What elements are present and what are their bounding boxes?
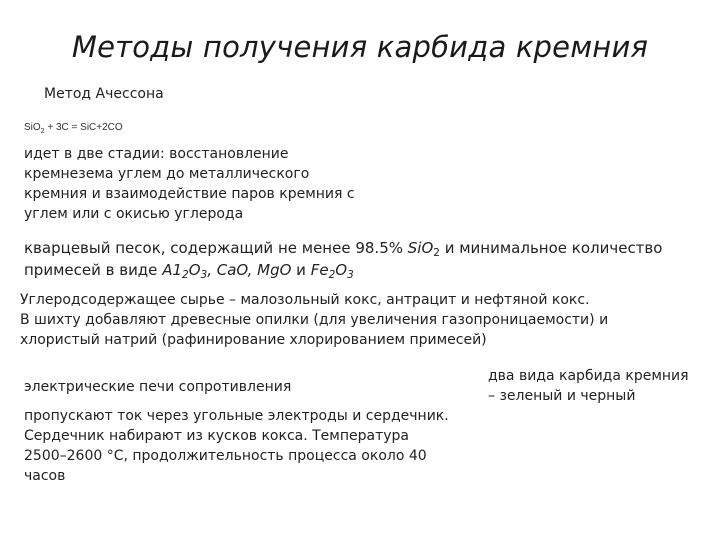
formula-sio2: SiO (407, 239, 434, 257)
types-line: два вида карбида кремния (488, 368, 689, 384)
stages-text (24, 144, 355, 224)
types-line: – зеленый и черный (488, 388, 636, 404)
equation-part: SiO (24, 122, 41, 133)
formula-subscript: 3 (200, 269, 208, 281)
text-span: и минимальное количество (439, 239, 663, 257)
formula-part: Fe (310, 261, 329, 279)
formula-part: A1 (162, 261, 182, 279)
formula-subscript: 2 (182, 269, 189, 281)
carbon-materials-text (20, 290, 608, 350)
text-span: кварцевый песок, содержащий не менее 98.5% (24, 239, 408, 257)
text-span: примесей в виде (24, 261, 163, 279)
process-line: 2500–2600 °С, продолжительность процесса около 40 (24, 448, 427, 464)
process-line: часов (24, 468, 66, 484)
stages-line: идет в две стадии: восстановление (24, 146, 289, 162)
raw-line-2 (24, 259, 662, 281)
formula-subscript: 3 (347, 269, 354, 281)
formula-part: O (335, 261, 348, 279)
stages-line: кремния и взаимодействие паров кремния с (24, 186, 355, 202)
stages-line: кремнезема углем до металлического (24, 166, 310, 182)
carbon-line: Углеродсодержащее сырье – малозольный кокс, антрацит и нефтяной кокс. (20, 292, 590, 308)
formula-subscript: 2 (433, 247, 440, 259)
text-span: и (291, 261, 311, 279)
carbon-line: В шихту добавляют древесные опилки (для увеличения газопроницаемости) и (20, 312, 609, 328)
raw-materials-text (24, 237, 662, 281)
process-line: Сердечник набирают из кусков кокса. Температура (24, 428, 409, 444)
process-text (24, 406, 449, 486)
reaction-equation (24, 122, 123, 133)
equation-subscript: 2 (40, 128, 45, 135)
formula-part: O (188, 261, 201, 279)
method-name: Метод Ачессона (44, 86, 164, 102)
formula-subscript: 2 (328, 269, 336, 281)
slide-title: Методы получения карбида кремния (71, 30, 649, 64)
formula-fe2o3 (311, 261, 354, 279)
equation-part: + 3C = SiC+2CO (44, 122, 123, 133)
stages-line: углем или с окисью углерода (24, 206, 244, 222)
furnace-type: электрические печи сопротивления (24, 379, 292, 395)
carbon-line: хлористый натрий (рафинирование хлорированием примесей) (20, 332, 487, 348)
formula-al2o3 (162, 261, 291, 279)
process-line: пропускают ток через угольные электроды и сердечник. (24, 408, 449, 424)
raw-line-1 (24, 237, 662, 259)
formula-part: , CaO, MgO (207, 261, 292, 279)
carbide-types (488, 366, 689, 406)
